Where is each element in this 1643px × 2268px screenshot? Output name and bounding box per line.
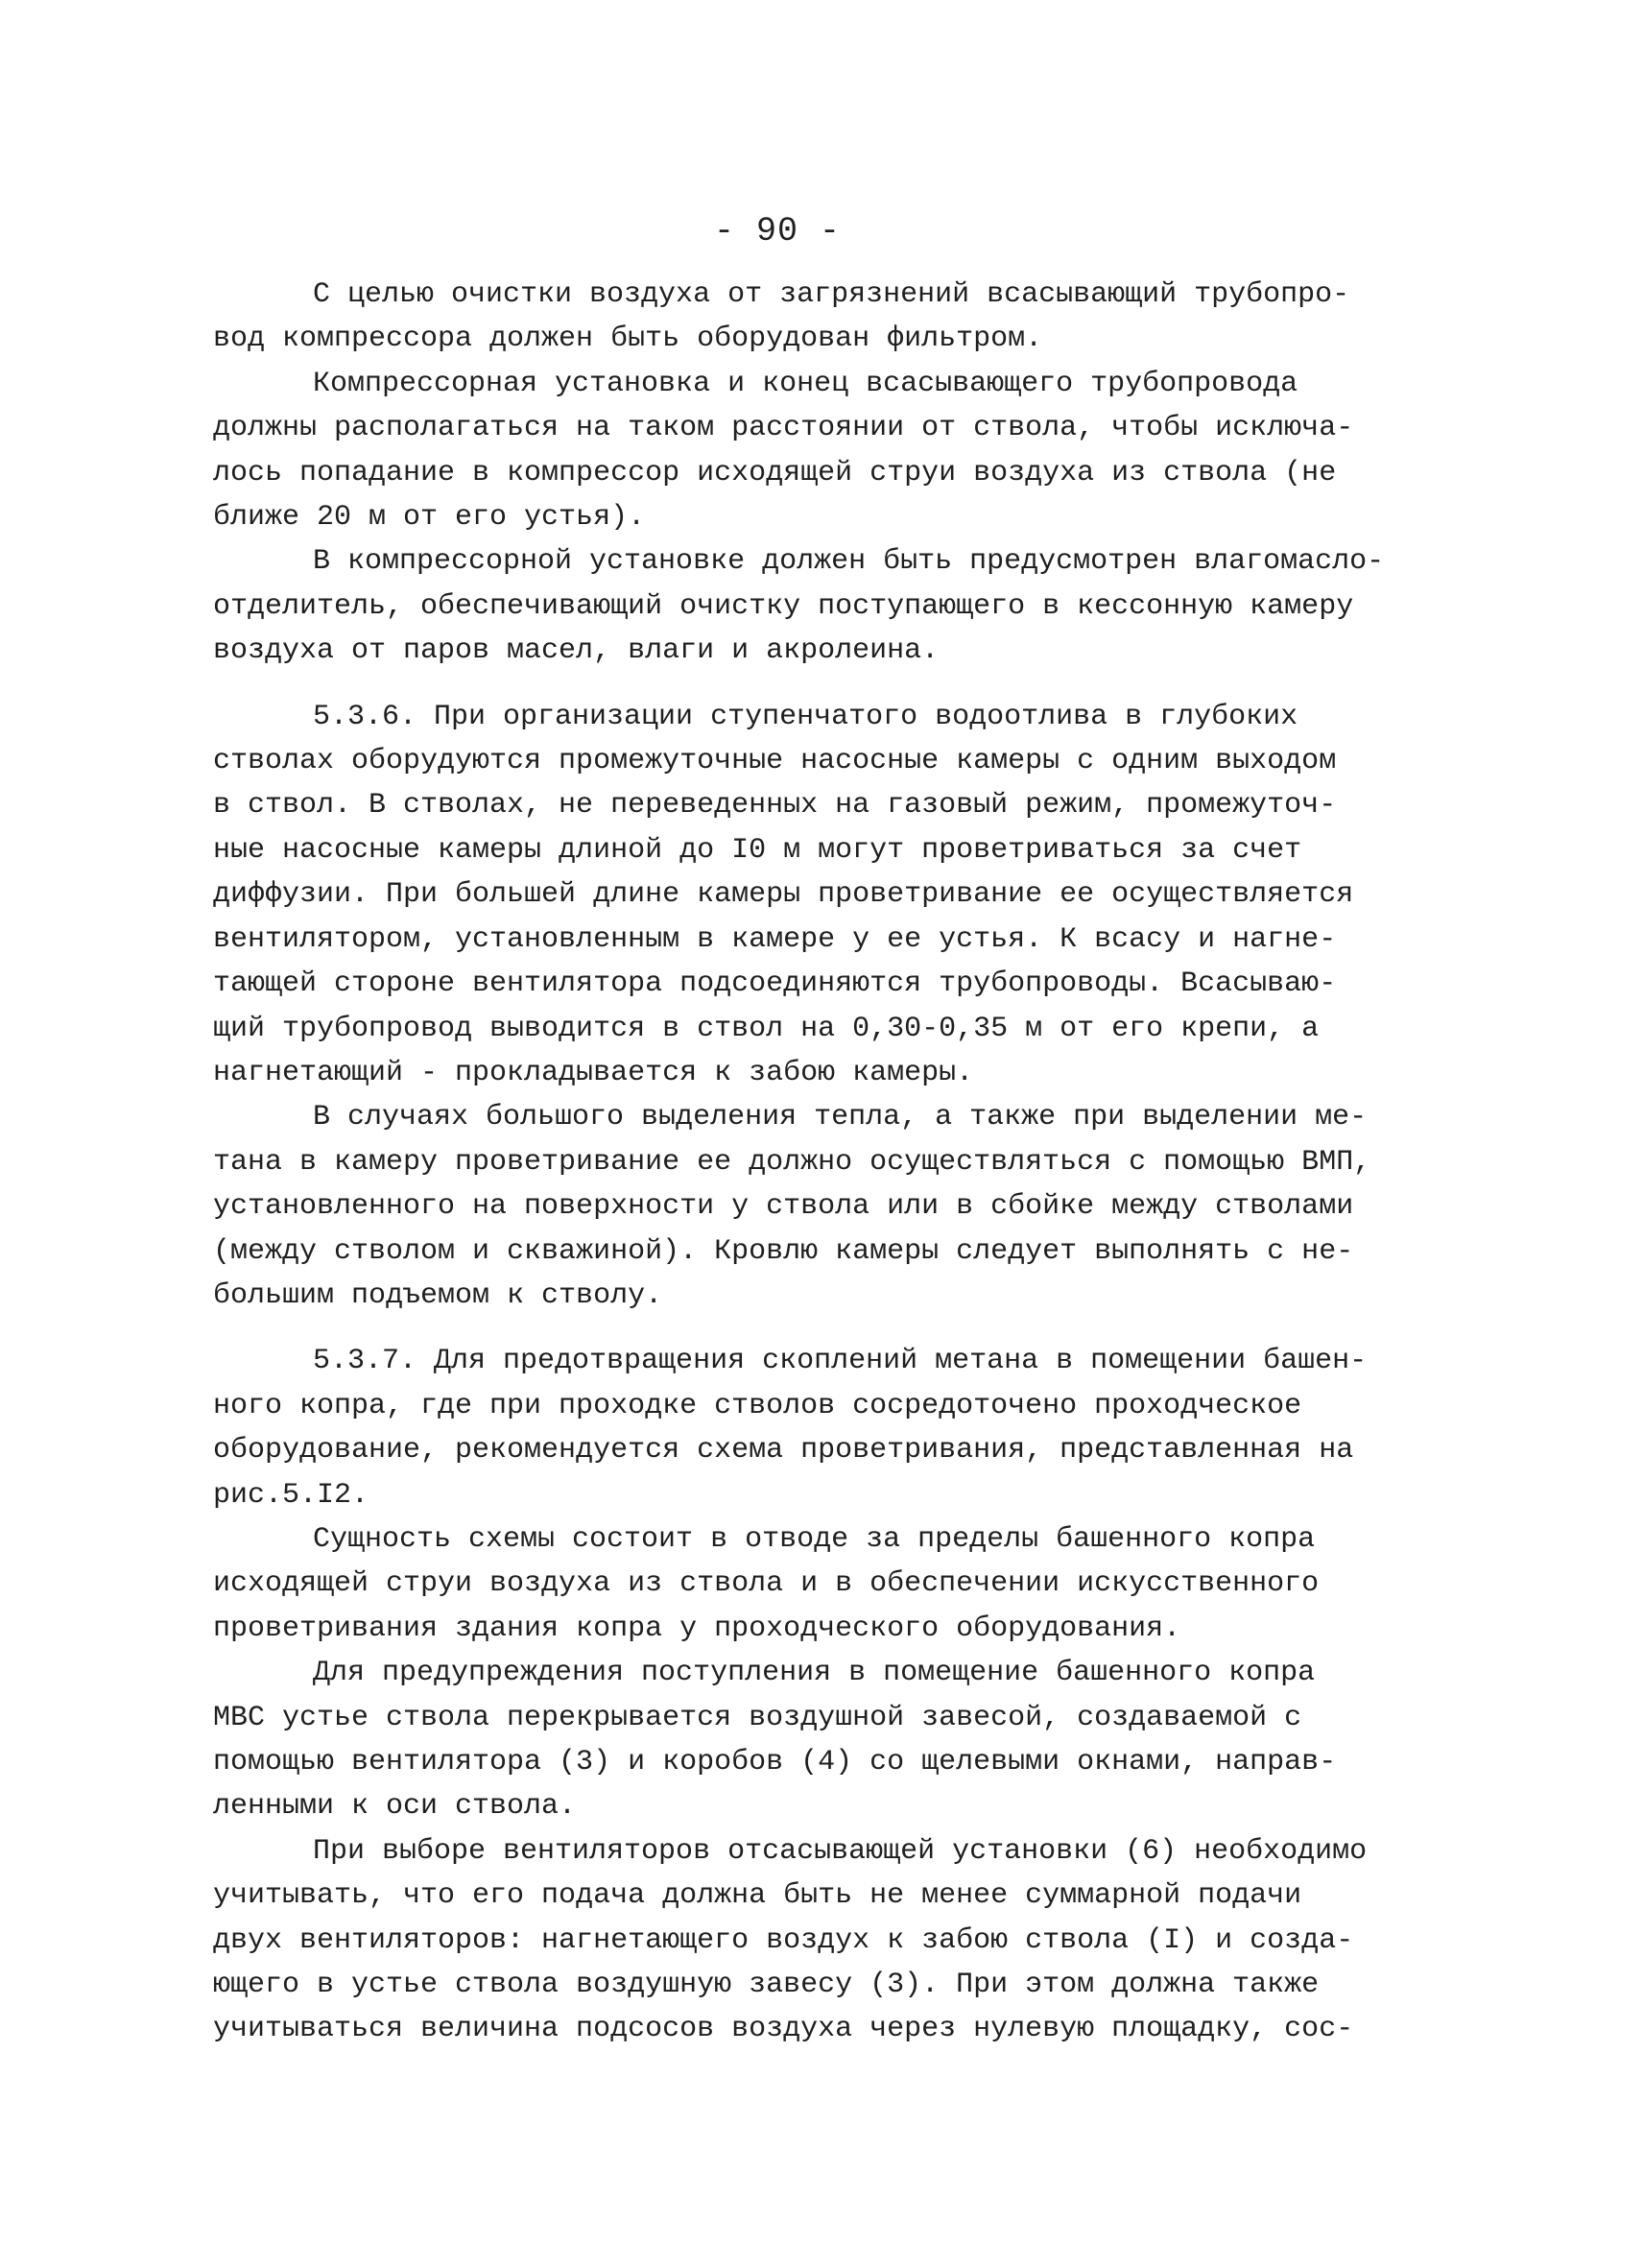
text-line: помощью вентилятора (3) и коробов (4) со щелевыми окнами, направ- <box>213 1746 1337 1779</box>
text-line: стволах оборудуются промежуточные насосные камеры с одним выходом <box>213 745 1337 778</box>
paragraph-section-5-3-7 <box>213 1339 1461 1517</box>
text-line: МВС устье ствола перекрывается воздушной завесой, создаваемой с <box>213 1701 1302 1734</box>
text-line: двух вентиляторов: нагнетающего воздух к забою ствола (I) и созда- <box>213 1923 1354 1957</box>
text-line: учитывать, что его подача должна быть не менее суммарной подачи <box>213 1879 1302 1913</box>
text-line: учитываться величина подсосов воздуха через нулевую площадку, сос- <box>213 2013 1354 2046</box>
text-line: При выборе вентиляторов отсасывающей установки (6) необходимо <box>313 1834 1368 1868</box>
paragraph-heat-methane <box>213 1095 1461 1318</box>
text-line: ленными к оси ствола. <box>213 1790 577 1824</box>
page-number: - 90 - <box>713 212 842 251</box>
text-line: ближе 20 м от его устья). <box>213 501 646 535</box>
text-line: исходящей струи воздуха из ствола и в обеспечении искусственного <box>213 1567 1320 1601</box>
text-line: проветривания здания копра у проходческого оборудования. <box>213 1611 1181 1645</box>
text-line: ные насосные камеры длиной до I0 м могут проветриваться за счет <box>213 833 1302 867</box>
paragraph-oil-separator <box>213 539 1461 673</box>
paragraph-section-5-3-6 <box>213 695 1461 1096</box>
text-line: Для предупреждения поступления в помещение башенного копра <box>313 1657 1316 1690</box>
text-line: лось попадание в компрессор исходящей струи воздуха из ствола (не <box>213 456 1337 489</box>
text-line: нагнетающий - прокладывается к забою камеры. <box>213 1056 974 1089</box>
text-line: вод компрессора должен быть оборудован фильтром. <box>213 322 1043 356</box>
text-line: оборудование, рекомендуется схема проветривания, представленная на <box>213 1434 1354 1468</box>
paragraph-scheme-essence <box>213 1517 1461 1651</box>
text-line: отделитель, обеспечивающий очистку поступающего в кессонную камеру <box>213 589 1354 623</box>
text-line: большим подъемом к стволу. <box>213 1278 663 1312</box>
paragraph-air-curtain <box>213 1651 1461 1829</box>
text-line: тана в камеру проветривание ее должно осуществляться с помощью ВМП, <box>213 1145 1371 1179</box>
text-line: Компрессорная установка и конец всасывающего трубопровода <box>313 367 1298 400</box>
paragraph-compressor-filter <box>213 273 1461 362</box>
text-line: ного копра, где при проходке стволов сосредоточено проходческое <box>213 1389 1302 1422</box>
paragraph-compressor-placement <box>213 362 1461 540</box>
text-line: вентилятором, установленным в камере у ее устья. К всасу и нагне- <box>213 922 1337 956</box>
text-line: тающей стороне вентилятора подсоединяются трубопроводы. Всасываю- <box>213 967 1337 1001</box>
text-line: В случаях большого выделения тепла, а также при выделении ме- <box>313 1101 1368 1134</box>
text-line: Сущность схемы состоит в отводе за пределы башенного копра <box>313 1522 1316 1556</box>
document-body <box>213 273 1461 2052</box>
text-line: рис.5.I2. <box>213 1478 369 1512</box>
text-line: щий трубопровод выводится в ствол на 0,30-0,35 м от его крепи, а <box>213 1012 1320 1045</box>
paragraph-fan-selection <box>213 1829 1461 2052</box>
text-line: 5.3.6. При организации ступенчатого водоотлива в глубоких <box>313 700 1298 733</box>
text-line: диффузии. При большей длине камеры проветривание ее осуществляется <box>213 878 1354 912</box>
text-line: в ствол. В стволах, не переведенных на газовый режим, промежуточ- <box>213 789 1337 823</box>
text-line: (между стволом и скважиной). Кровлю камеры следует выполнять с не- <box>213 1234 1354 1268</box>
text-line: должны располагаться на таком расстоянии от ствола, чтобы исключа- <box>213 412 1354 445</box>
text-line: установленного на поверхности у ствола или в сбойке между стволами <box>213 1190 1354 1224</box>
text-line: В компрессорной установке должен быть предусмотрен влагомасло- <box>313 545 1385 579</box>
text-line: ющего в устье ствола воздушную завесу (3). При этом должна также <box>213 1969 1320 2002</box>
text-line: воздуха от паров масел, влаги и акролеина. <box>213 634 940 668</box>
text-line: 5.3.7. Для предотвращения скоплений метана в помещении башен- <box>313 1345 1368 1378</box>
text-line: С целью очистки воздуха от загрязнений всасывающий трубопро- <box>313 278 1350 311</box>
